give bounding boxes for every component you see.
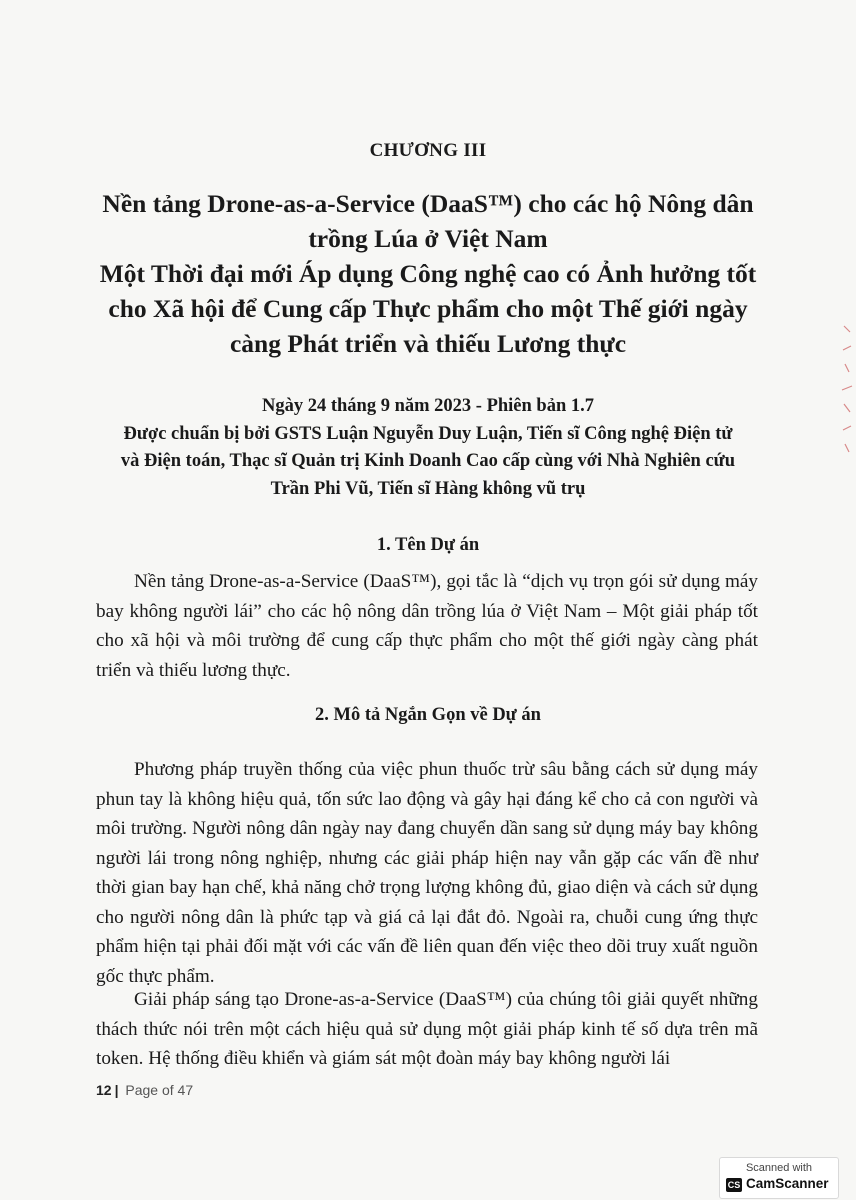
margin-stamp-marks (840, 320, 854, 470)
meta-date-version: Ngày 24 tháng 9 năm 2023 - Phiên bản 1.7 (261, 396, 594, 416)
paragraph-project-name: Nền tảng Drone-as-a-Service (DaaS™), gọi tắc là “dịch vụ trọn gói sử dụng máy bay không người lái” cho các hộ nông dân trồng lúa ở Việt Nam – Một giải pháp tốt cho xã hội và môi trường để cung cấp thực phẩm cho một thế giới ngày càng phát triển và thiếu lương thực. (96, 571, 758, 681)
paragraph-solution: Giải pháp sáng tạo Drone-as-a-Service (DaaS™) của chúng tôi giải quyết những thách thức nói trên một cách hiệu quả sử dụng một giải pháp kinh tế số dựa trên mã token. Hệ thống điều khiển và giám sát một đoàn máy bay không người lái (96, 989, 758, 1069)
page-number: 12 (96, 1082, 112, 1098)
title-line: càng Phát triển và thiếu Lương thực (229, 329, 627, 358)
footer-separator: | (114, 1082, 119, 1098)
document-title (60, 186, 796, 361)
meta-authors-line: Được chuẩn bị bởi GSTS Luận Nguyễn Duy Luận, Tiến sĩ Công nghệ Điện tử (123, 423, 733, 444)
title-line: Nền tảng Drone-as-a-Service (DaaS™) cho các hộ Nông dân (102, 189, 754, 218)
title-line: Một Thời đại mới Áp dụng Công nghệ cao có Ảnh hưởng tốt (99, 259, 757, 288)
camscanner-watermark (719, 1157, 839, 1199)
section-heading-project-description: 2. Mô tả Ngắn Gọn về Dự án (315, 705, 541, 725)
meta-authors-line: và Điện toán, Thạc sĩ Quản trị Kinh Doanh Cao cấp cùng với Nhà Nghiên cứu (120, 451, 736, 471)
scanned-with-label: Scanned with (745, 1162, 813, 1174)
title-line: trồng Lúa ở Việt Nam (308, 224, 548, 253)
paragraph-problem: Phương pháp truyền thống của việc phun thuốc trừ sâu bằng cách sử dụng máy phun tay là không hiệu quả, tốn sức lao động và gây hại đáng kể cho cả con người và môi trường. Người nông dân ngày nay đang chuyển dần sang sử dụng máy bay không người lái trong nông nghiệp, nhưng các giải pháp hiện nay vẫn gặp các vấn đề như thời gian bay hạn chế, khả năng chở trọng lượng không đủ, giao diện và cách sử dụng cho người nông dân là phức tạp và giá cả lại đắt đỏ. Ngoài ra, chuỗi cung ứng thực phẩm hiện tại phải đối mặt với các vấn đề liên quan đến việc theo dõi truy xuất nguồn gốc thực phẩm. (96, 759, 758, 987)
meta-authors-line: Trần Phi Vũ, Tiến sĩ Hàng không vũ trụ (270, 478, 586, 499)
page-of-label: Page of 47 (125, 1082, 194, 1098)
camscanner-brand: CamScanner (746, 1176, 829, 1191)
camscanner-logo-icon: CS (727, 1180, 741, 1190)
chapter-label: CHƯƠNG III (369, 140, 487, 161)
page-footer (96, 1082, 193, 1098)
title-line: cho Xã hội để Cung cấp Thực phẩm cho một Thế giới ngày (108, 294, 748, 323)
document-meta (70, 393, 786, 503)
section-heading-project-name: 1. Tên Dự án (376, 535, 480, 555)
